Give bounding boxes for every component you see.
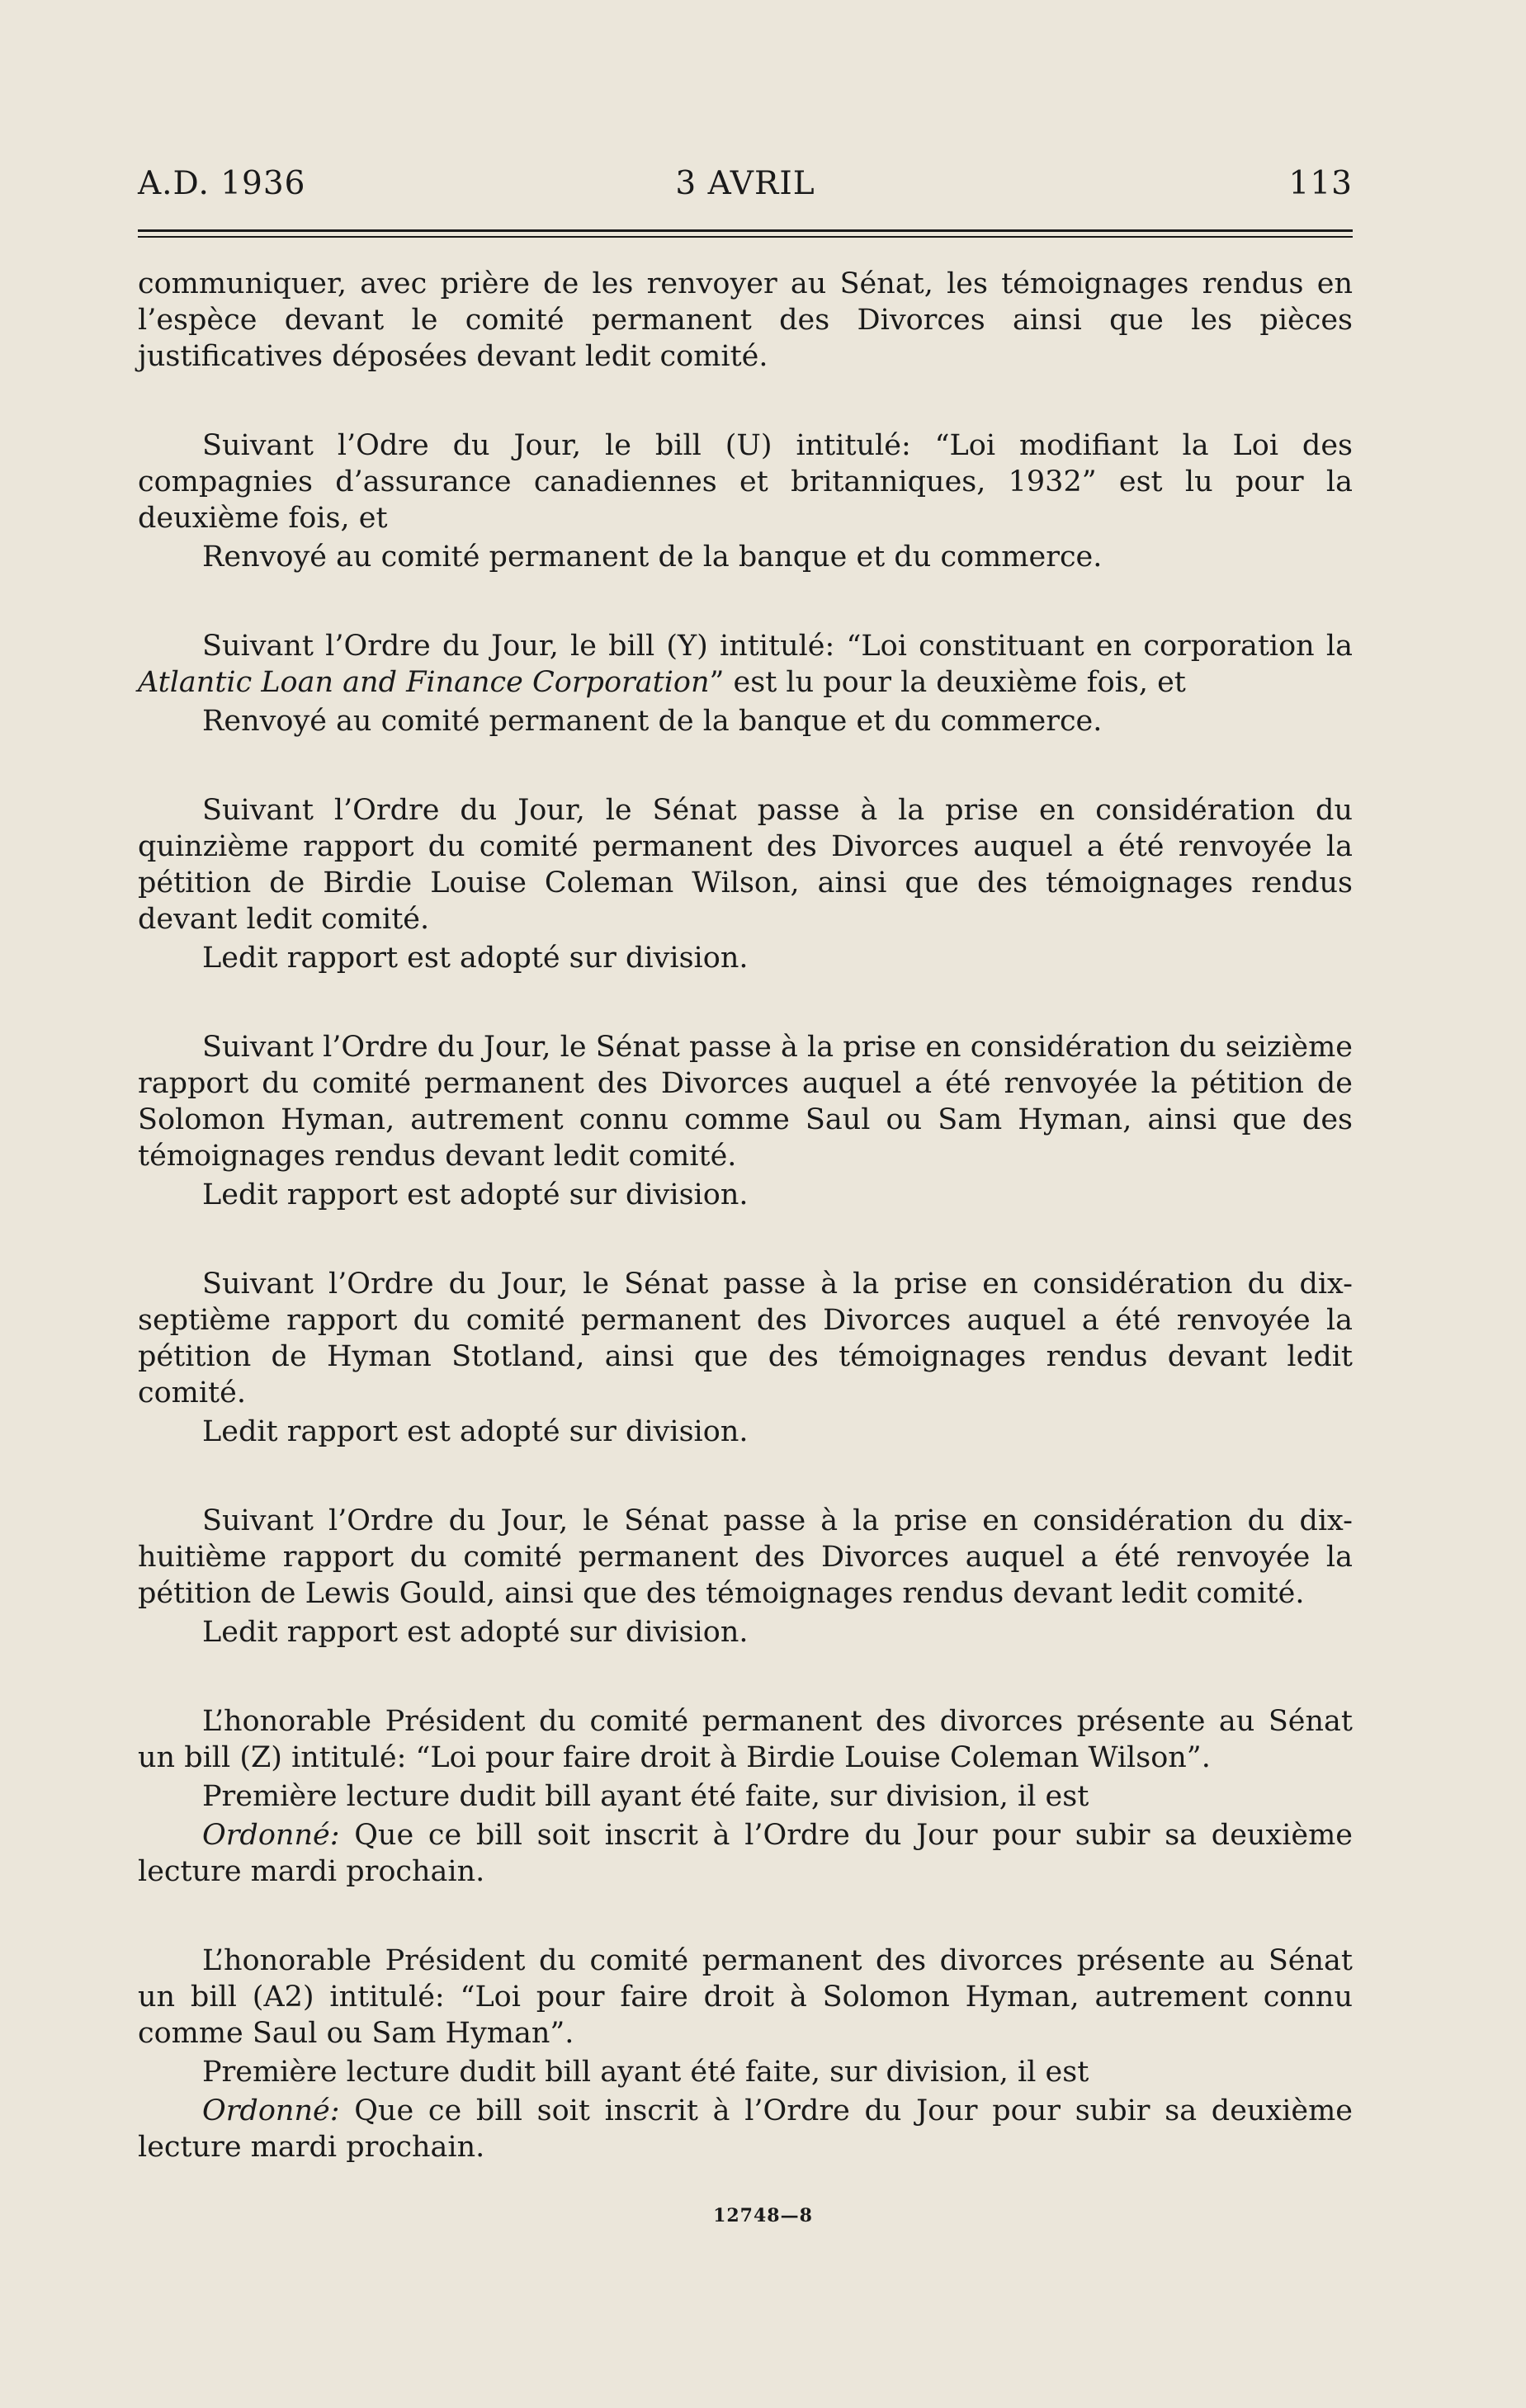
- section-report-16: [138, 1029, 1353, 1213]
- paragraph-bill-u-referral: Renvoyé au comité permanent de la banque et du commerce.: [202, 541, 1103, 574]
- paragraph-report-18: Suivant l’Ordre du Jour, le Sénat passe à la prise en considération du dix-huitième rapport du comité permanent des Divorces auquel a été renvoyée la pétition de Lewis Gould, ainsi que des témoignages rendus devant ledit comité.: [138, 1504, 1353, 1610]
- paragraph-bill-z: L’honorable Président du comité permanent des divorces présente au Sénat un bill (Z) intitulé: “Loi pour faire droit à Birdie Louise Coleman Wilson”.: [138, 1705, 1353, 1774]
- header-rule-bottom: [138, 236, 1353, 238]
- section-bill-y: [138, 628, 1353, 739]
- paragraph-report-18-adopted: Ledit rapport est adopté sur division.: [202, 1616, 749, 1649]
- paragraph-report-17-adopted: Ledit rapport est adopté sur division.: [202, 1415, 749, 1448]
- paragraph-report-16-adopted: Ledit rapport est adopté sur division.: [202, 1178, 749, 1211]
- bill-y-text-pre: Suivant l’Ordre du Jour, le bill (Y) intitulé: “Loi constituant en corporation la: [202, 630, 1353, 663]
- bill-z-ordered-label: Ordonné:: [202, 1819, 340, 1852]
- paragraph-bill-y: [138, 628, 1353, 701]
- paragraph-bill-a2-first-reading: Première lecture dudit bill ayant été faite, sur division, il est: [202, 2056, 1089, 2089]
- paragraph-report-15: Suivant l’Ordre du Jour, le Sénat passe à la prise en considération du quinzième rapport du comité permanent des Divorces auquel a été renvoyée la pétition de Birdie Louise Coleman Wilson, ainsi que des témoignages rendus devant ledit comité.: [138, 794, 1353, 936]
- paragraph-report-15-adopted: Ledit rapport est adopté sur division.: [202, 942, 749, 975]
- paragraph-continuation: communiquer, avec prière de les renvoyer au Sénat, les témoignages rendus en l’espèce devant le comité permanent des Divorces ainsi que les pièces justificatives déposées devant ledit comité.: [138, 267, 1353, 373]
- section-continuation: [138, 266, 1353, 375]
- paragraph-bill-u: Suivant l’Odre du Jour, le bill (U) intitulé: “Loi modifiant la Loi des compagnies d’assurance canadiennes et britanniques, 1932” est lu pour la deuxième fois, et: [138, 429, 1353, 535]
- bill-z-order-text: Que ce bill soit inscrit à l’Ordre du Jour pour subir sa deuxième lecture mardi prochain.: [138, 1819, 1353, 1888]
- header-year: A.D. 1936: [138, 165, 306, 202]
- bill-a2-ordered-label: Ordonné:: [202, 2094, 340, 2127]
- paragraph-bill-z-first-reading: Première lecture dudit bill ayant été faite, sur division, il est: [202, 1780, 1089, 1813]
- bill-a2-order-text: Que ce bill soit inscrit à l’Ordre du Jour pour subir sa deuxième lecture mardi prochain.: [138, 2094, 1353, 2164]
- header-date: 3 AVRIL: [675, 165, 815, 202]
- section-report-17: [138, 1266, 1353, 1450]
- paragraph-bill-y-referral: Renvoyé au comité permanent de la banque et du commerce.: [202, 705, 1103, 738]
- section-bill-a2: [138, 1943, 1353, 2165]
- page-body: [138, 266, 1353, 2165]
- bill-y-text-post: ” est lu pour la deuxième fois, et: [709, 666, 1186, 699]
- paragraph-report-17: Suivant l’Ordre du Jour, le Sénat passe à la prise en considération du dix-septième rapport du comité permanent des Divorces auquel a été renvoyée la pétition de Hyman Stotland, ainsi que des témoignages rendus devant ledit comité.: [138, 1268, 1353, 1409]
- paragraph-report-16: Suivant l’Ordre du Jour, le Sénat passe à la prise en considération du seizième rapport du comité permanent des Divorces auquel a été renvoyée la pétition de Solomon Hyman, autrement connu comme Saul ou Sam Hyman, ainsi que des témoignages rendus devant ledit comité.: [138, 1031, 1353, 1173]
- header-page-number: 113: [1288, 165, 1353, 202]
- paragraph-bill-a2-order: [138, 2093, 1353, 2165]
- section-bill-u: [138, 427, 1353, 575]
- page-header: [138, 165, 1353, 215]
- printer-code: 12748—8: [713, 2205, 813, 2226]
- header-rule-top: [138, 229, 1353, 232]
- paragraph-bill-a2: L’honorable Président du comité permanent des divorces présente au Sénat un bill (A2) intitulé: “Loi pour faire droit à Solomon Hyman, autrement connu comme Saul ou Sam Hyman”.: [138, 1944, 1353, 2050]
- paragraph-bill-z-order: [138, 1817, 1353, 1890]
- section-report-18: [138, 1503, 1353, 1650]
- bill-y-corporation-name: Atlantic Loan and Finance Corporation: [138, 666, 710, 699]
- section-bill-z: [138, 1703, 1353, 1890]
- section-report-15: [138, 792, 1353, 976]
